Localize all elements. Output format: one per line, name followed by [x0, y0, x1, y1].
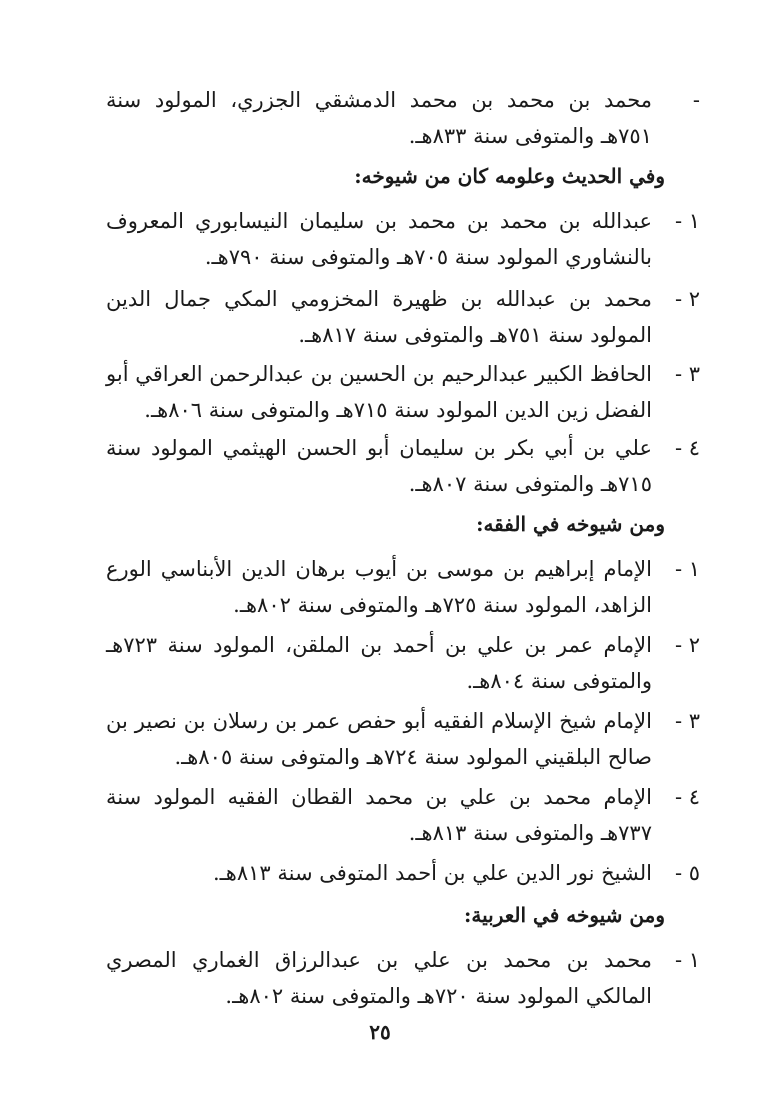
- item-number: ٣ -: [674, 709, 700, 733]
- list-item: [106, 356, 700, 428]
- list-item: [106, 627, 700, 699]
- item-number: ١ -: [674, 557, 700, 581]
- item-text: علي بن أبي بكر بن سليمان أبو الحسن الهيثمي المولود سنة ٧١٥هـ والمتوفى سنة ٨٠٧هـ.: [106, 436, 652, 496]
- item-text: الشيخ نور الدين علي بن أحمد المتوفى سنة ٨١٣هـ.: [212, 861, 652, 885]
- item-text: محمد بن محمد بن محمد الدمشقي الجزري، المولود سنة ٧٥١هـ والمتوفى سنة ٨٣٣هـ.: [106, 88, 652, 148]
- list-item: [106, 203, 700, 275]
- list-item: [106, 82, 700, 154]
- item-text: الإمام محمد بن علي بن محمد القطان الفقيه المولود سنة ٧٣٧هـ والمتوفى سنة ٨١٣هـ.: [106, 785, 652, 845]
- section-heading-fiqh: ومن شيوخه في الفقه:: [476, 512, 665, 536]
- list-item: [106, 281, 700, 353]
- item-text: الإمام شيخ الإسلام الفقيه أبو حفص عمر بن رسلان بن نصير بن صالح البلقيني المولود سنة ٧٢٤هـ والمتوفى سنة ٨٠٥هـ.: [106, 709, 652, 769]
- item-text: الحافظ الكبير عبدالرحيم بن الحسين بن عبدالرحمن العراقي أبو الفضل زين الدين المولود سنة ٧١٥هـ والمتوفى سنة ٨٠٦هـ.: [106, 362, 652, 422]
- item-text: محمد بن عبدالله بن ظهيرة المخزومي المكي جمال الدين المولود سنة ٧٥١هـ والمتوفى سنة ٨١٧هـ.: [106, 287, 652, 347]
- list-item: [106, 551, 700, 623]
- section-heading-hadith: وفي الحديث وعلومه كان من شيوخه:: [354, 164, 665, 188]
- item-number: ٣ -: [674, 362, 700, 386]
- list-item: [106, 942, 700, 1014]
- page-number: ٢٥: [369, 1020, 391, 1044]
- section-heading-arabic: ومن شيوخه في العربية:: [464, 903, 665, 927]
- list-item: [106, 430, 700, 502]
- item-text: الإمام عمر بن علي بن أحمد بن الملقن، المولود سنة ٧٢٣هـ والمتوفى سنة ٨٠٤هـ.: [106, 633, 652, 693]
- list-item: [106, 779, 700, 851]
- list-item: [106, 855, 700, 891]
- item-number: ٢ -: [674, 287, 700, 311]
- item-text: عبدالله بن محمد بن محمد بن سليمان النيسابوري المعروف بالنشاوري المولود سنة ٧٠٥هـ والمتوفى سنة ٧٩٠هـ.: [106, 209, 652, 269]
- item-text: الإمام إبراهيم بن موسى بن أيوب برهان الدين الأبناسي الورع الزاهد، المولود سنة ٧٢٥هـ والمتوفى سنة ٨٠٢هـ.: [106, 557, 652, 617]
- item-marker: -: [692, 88, 700, 112]
- item-number: ٥ -: [674, 861, 700, 885]
- item-number: ١ -: [674, 209, 700, 233]
- item-number: ٢ -: [674, 633, 700, 657]
- item-text: محمد بن محمد بن علي بن عبدالرزاق الغماري المصري المالكي المولود سنة ٧٢٠هـ والمتوفى سنة ٨٠٢هـ.: [106, 948, 652, 1008]
- list-item: [106, 703, 700, 775]
- item-number: ١ -: [674, 948, 700, 972]
- item-number: ٤ -: [674, 785, 700, 809]
- item-number: ٤ -: [674, 436, 700, 460]
